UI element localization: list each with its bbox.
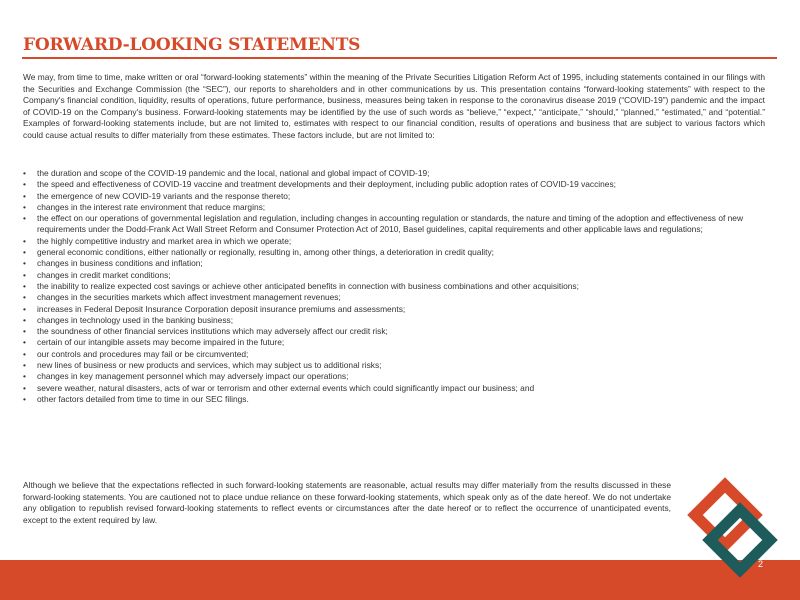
list-item: • changes in the interest rate environment that reduce margins; — [23, 202, 775, 213]
list-item: • the inability to realize expected cost savings or achieve other anticipated benefits in connection with business combinations and other acquisitions; — [23, 281, 775, 292]
list-item: • the speed and effectiveness of COVID-19 vaccine and treatment developments and their deployment, including public adoption rates of COVID-19 vaccines; — [23, 179, 775, 190]
list-item: • other factors detailed from time to time in our SEC filings. — [23, 394, 775, 405]
list-item: • the emergence of new COVID-19 variants and the response thereto; — [23, 191, 775, 202]
closing-paragraph: Although we believe that the expectations reflected in such forward-looking statements are reasonable, actual results may differ materially from the results discussed in these forward-looking statements. You are cautioned not to place undue reliance on these forward-looking statements, which speak only as of the date hereof. We do not undertake any obligation to republish revised forward-looking statements to reflect events or circumstances after the date hereof or to reflect the occurrence of unanticipated events, except to the extent required by law. — [23, 480, 671, 525]
list-item: • general economic conditions, either nationally or regionally, resulting in, among other things, a deterioration in credit quality; — [23, 247, 775, 258]
risk-factor-list — [23, 168, 775, 405]
list-item: • the soundness of other financial services institutions which may adversely affect our credit risk; — [23, 326, 775, 337]
list-item: • changes in key management personnel which may adversely impact our operations; — [23, 371, 775, 382]
diamond-logo-icon — [680, 475, 784, 579]
intro-paragraph: We may, from time to time, make written or oral “forward-looking statements” within the meaning of the Private Securities Litigation Reform Act of 1995, including statements contained in our filings with the Securities and Exchange Commission (the “SEC”), our reports to shareholders and in other communications by us. This presentation contains “forward-looking statements” with respect to the Company's financial condition, liquidity, results of operations, future performance, business, measures being taken in response to the coronavirus disease 2019 (“COVID-19”) pandemic and the impact of COVID-19 on the Company's business. Forward-looking statements may be identified by the use of such words as “believe,” “expect,” “anticipate,” “should,” “planned,” “estimated,” and “potential.” Examples of forward-looking statements include, but are not limited to, estimates with respect to our financial condition, results of operations and business that are subject to various factors which could cause actual results to differ materially from these estimates. These factors include, but are not limited to: — [23, 72, 765, 140]
list-item: • changes in the securities markets which affect investment management revenues; — [23, 292, 775, 303]
list-item: • changes in technology used in the banking business; — [23, 315, 775, 326]
list-item: • certain of our intangible assets may become impaired in the future; — [23, 337, 775, 348]
list-item: • the duration and scope of the COVID-19 pandemic and the local, national and global impact of COVID-19; — [23, 168, 775, 179]
list-item: • the highly competitive industry and market area in which we operate; — [23, 236, 775, 247]
list-item: • new lines of business or new products and services, which may subject us to additional risks; — [23, 360, 775, 371]
list-item: • changes in business conditions and inflation; — [23, 258, 775, 269]
list-item: • our controls and procedures may fail or be circumvented; — [23, 349, 775, 360]
list-item: • severe weather, natural disasters, acts of war or terrorism and other external events which could significantly impact our business; and — [23, 383, 775, 394]
page-number: 2 — [758, 559, 764, 569]
list-item: • the effect on our operations of governmental legislation and regulation, including changes in accounting regulation or standards, the nature and timing of the adoption and effectiveness of new requirements under the Dodd-Frank Act Wall Street Reform and Consumer Protection Act of 2010, Basel guidelines, capital requirements and other applicable laws and regulations; — [23, 213, 775, 236]
page-title: FORWARD-LOOKING STATEMENTS — [23, 35, 361, 55]
list-item: • changes in credit market conditions; — [23, 270, 775, 281]
title-divider — [22, 57, 777, 59]
list-item: • increases in Federal Deposit Insurance Corporation deposit insurance premiums and assessments; — [23, 304, 775, 315]
